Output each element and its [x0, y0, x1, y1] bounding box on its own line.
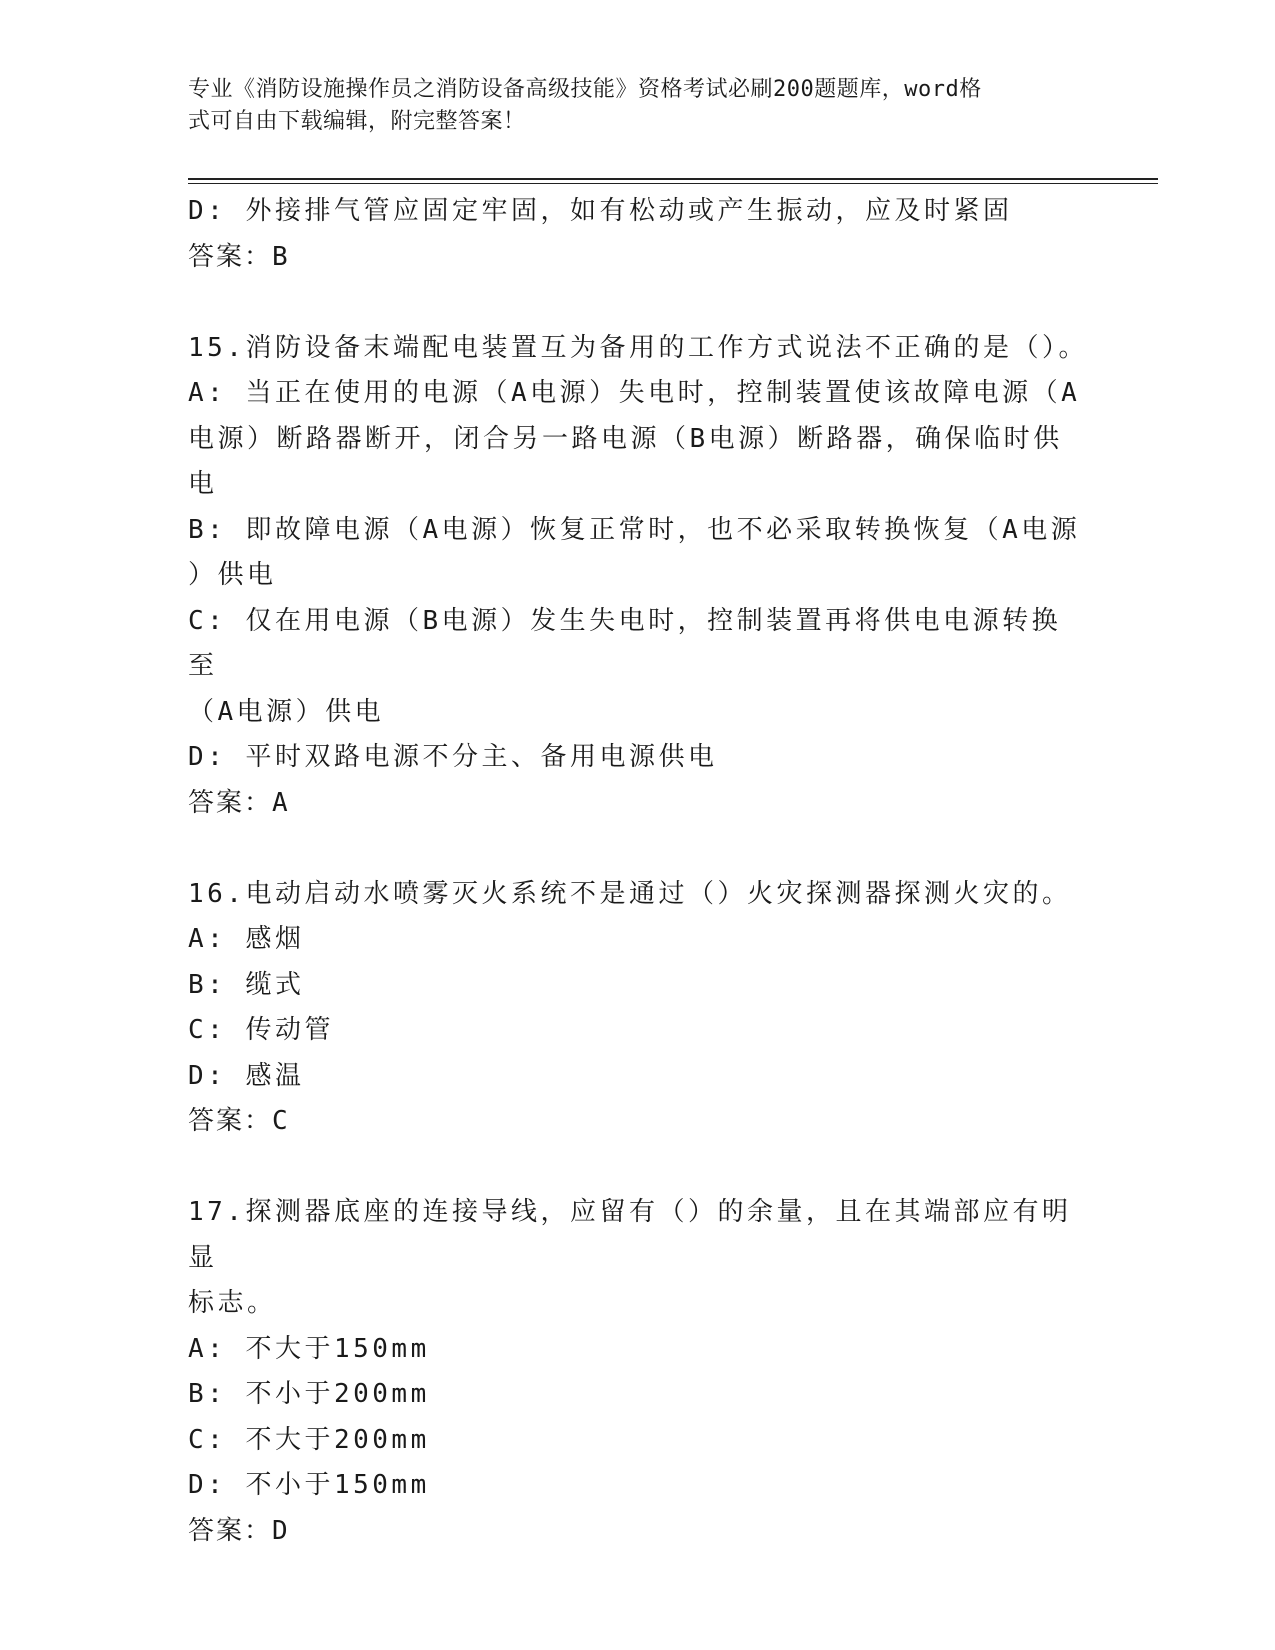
spacer — [188, 826, 1088, 872]
document-body — [188, 189, 1088, 1554]
answer-line: 答案：C — [188, 1106, 290, 1136]
document-header — [188, 74, 1068, 138]
option-d: D: 平时双路电源不分主、备用电源供电 — [188, 742, 718, 772]
option-a: A: 当正在使用的电源（A电源）失电时，控制装置使该故障电源（A — [188, 378, 1081, 408]
question-17 — [188, 1190, 1088, 1554]
question-stem: 15.消防设备末端配电装置互为备用的工作方式说法不正确的是（）。 — [188, 332, 1088, 363]
question-14-tail — [188, 189, 1088, 280]
option-a: A: 感烟 — [188, 924, 305, 954]
option-d: D: 外接排气管应固定牢固，如有松动或产生振动，应及时紧固 — [188, 196, 1013, 226]
option-b: B: 缆式 — [188, 969, 305, 1000]
question-15 — [188, 326, 1088, 827]
question-stem-continued: 标志。 — [188, 1288, 277, 1318]
option-b: B: 即故障电源（A电源）恢复正常时，也不必采取转换恢复（A电源 — [188, 514, 1081, 545]
header-line-1: 专业《消防设施操作员之消防设备高级技能》资格考试必刷200题题库，word格 — [188, 77, 982, 102]
option-d: D: 感温 — [188, 1060, 305, 1091]
spacer — [188, 1145, 1088, 1191]
answer-line: 答案：A — [188, 787, 290, 818]
answer-line: 答案：B — [188, 241, 290, 272]
header-line-2: 式可自由下载编辑，附完整答案！ — [188, 109, 526, 134]
option-c-continued: （A电源）供电 — [188, 696, 385, 727]
question-stem: 16.电动启动水喷雾灭火系统不是通过（）火灾探测器探测火灾的。 — [188, 878, 1072, 909]
header-divider-thick — [188, 178, 1158, 180]
option-c: C: 仅在用电源（B电源）发生失电时，控制装置再将供电电源转换至 — [188, 605, 1062, 681]
option-d: D: 不小于150mm — [188, 1470, 430, 1500]
option-a-continued: 电源）断路器断开，闭合另一路电源（B电源）断路器，确保临时供电 — [188, 423, 1063, 499]
option-b: B: 不小于200mm — [188, 1379, 430, 1409]
option-c: C: 不大于200mm — [188, 1424, 430, 1455]
header-divider-thin — [188, 183, 1158, 184]
question-16 — [188, 872, 1088, 1145]
spacer — [188, 280, 1088, 326]
option-a: A: 不大于150mm — [188, 1333, 430, 1364]
option-b-continued: ）供电 — [188, 560, 277, 590]
answer-line: 答案：D — [188, 1515, 290, 1546]
question-stem: 17.探测器底座的连接导线，应留有（）的余量，且在其端部应有明显 — [188, 1197, 1072, 1273]
option-c: C: 传动管 — [188, 1015, 334, 1045]
